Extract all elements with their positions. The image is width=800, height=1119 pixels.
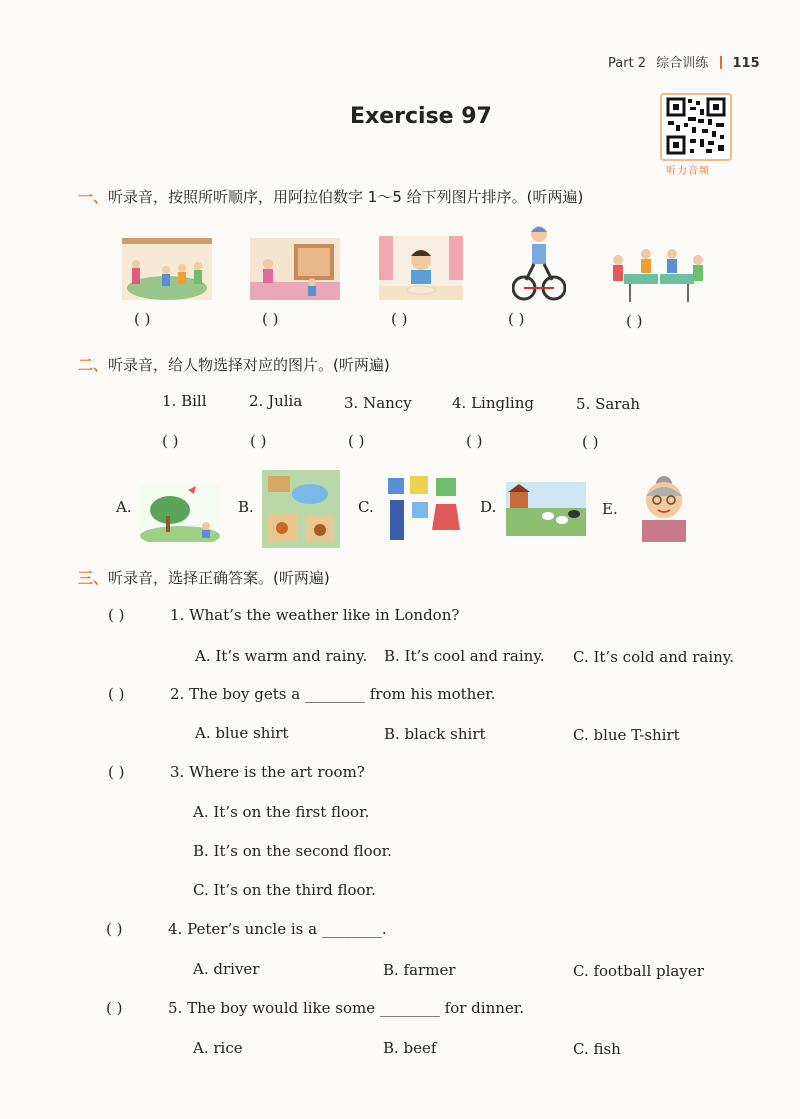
option-a: A. blue shirt bbox=[195, 724, 289, 742]
option-letter: A. bbox=[116, 498, 132, 516]
option-b: B. It’s on the second floor. bbox=[193, 842, 392, 860]
section-1-instruction: 听录音，按照所听顺序，用阿拉伯数字 1～5 给下列图片排序。(听两遍) bbox=[108, 188, 584, 206]
option-c: C. football player bbox=[573, 962, 704, 980]
question-text: 2. The boy gets a ________ from his mother. bbox=[170, 685, 496, 703]
classroom-image bbox=[250, 238, 340, 300]
page-number: 115 bbox=[732, 56, 760, 71]
question-text: 4. Peter’s uncle is a ________. bbox=[168, 920, 387, 938]
person-name: 4. Lingling bbox=[452, 394, 534, 412]
person-name: 2. Julia bbox=[249, 392, 303, 410]
farm-image bbox=[506, 482, 586, 536]
option-b: B. black shirt bbox=[384, 725, 486, 743]
option-a: A. It’s warm and rainy. bbox=[195, 647, 368, 665]
question-text: 5. The boy would like some ________ for dinner. bbox=[168, 999, 525, 1017]
answer-blank[interactable]: ( ) bbox=[106, 920, 123, 938]
person-name: 3. Nancy bbox=[344, 394, 412, 412]
section-2-heading bbox=[78, 354, 390, 375]
section-3-instruction: 听录音，选择正确答案。(听两遍) bbox=[108, 569, 330, 587]
person-name: 5. Sarah bbox=[576, 395, 641, 413]
option-letter: B. bbox=[238, 498, 254, 516]
header-divider bbox=[720, 56, 722, 69]
option-a: A. driver bbox=[193, 960, 260, 978]
answer-blank[interactable]: ( ) bbox=[262, 310, 279, 328]
option-c: C. It’s on the third floor. bbox=[193, 881, 376, 899]
section-2-number: 二、 bbox=[78, 356, 109, 374]
option-letter: D. bbox=[480, 498, 497, 516]
answer-blank[interactable]: ( ) bbox=[108, 763, 125, 781]
boy-eating-image bbox=[379, 236, 463, 300]
answer-blank[interactable]: ( ) bbox=[582, 433, 599, 451]
answer-blank[interactable]: ( ) bbox=[348, 432, 365, 450]
section-1-heading bbox=[78, 186, 583, 207]
option-a: A. It’s on the first floor. bbox=[193, 803, 370, 821]
section-3-number: 三、 bbox=[78, 569, 109, 587]
option-c: C. blue T-shirt bbox=[573, 726, 680, 744]
section-3-heading bbox=[78, 567, 330, 588]
qr-caption: 听力音频 bbox=[666, 166, 710, 177]
part-label: Part 2 bbox=[608, 56, 647, 71]
answer-blank[interactable]: ( ) bbox=[108, 685, 125, 703]
answer-blank[interactable]: ( ) bbox=[162, 432, 179, 450]
park-kite-image bbox=[140, 484, 220, 542]
section-label: 综合训练 bbox=[656, 56, 709, 71]
option-letter: E. bbox=[602, 500, 618, 518]
option-a: A. rice bbox=[193, 1039, 243, 1057]
question-text: 1. What’s the weather like in London? bbox=[170, 606, 460, 624]
answer-blank[interactable]: ( ) bbox=[508, 310, 525, 328]
playground-image bbox=[122, 238, 212, 300]
grandma-image bbox=[636, 474, 692, 542]
qr-code-icon[interactable] bbox=[660, 93, 732, 161]
option-c: C. It’s cold and rainy. bbox=[573, 648, 735, 666]
answer-blank[interactable]: ( ) bbox=[106, 999, 123, 1017]
ping-pong-image bbox=[610, 244, 706, 304]
exercise-title: Exercise 97 bbox=[350, 104, 492, 129]
option-letter: C. bbox=[358, 498, 374, 516]
answer-blank[interactable]: ( ) bbox=[466, 432, 483, 450]
option-b: B. farmer bbox=[383, 961, 456, 979]
page-header bbox=[608, 52, 760, 71]
answer-blank[interactable]: ( ) bbox=[108, 606, 125, 624]
answer-blank[interactable]: ( ) bbox=[391, 310, 408, 328]
option-b: B. It’s cool and rainy. bbox=[384, 647, 545, 665]
option-b: B. beef bbox=[383, 1039, 437, 1057]
cyclist-image bbox=[512, 222, 566, 304]
section-1-number: 一、 bbox=[78, 188, 109, 206]
person-name: 1. Bill bbox=[162, 392, 207, 410]
answer-blank[interactable]: ( ) bbox=[134, 310, 151, 328]
section-2-instruction: 听录音，给人物选择对应的图片。(听两遍) bbox=[108, 356, 390, 374]
clothes-image bbox=[384, 474, 464, 544]
answer-blank[interactable]: ( ) bbox=[626, 312, 643, 330]
zoo-image bbox=[262, 470, 340, 548]
question-text: 3. Where is the art room? bbox=[170, 763, 365, 781]
answer-blank[interactable]: ( ) bbox=[250, 432, 267, 450]
option-c: C. fish bbox=[573, 1040, 621, 1058]
